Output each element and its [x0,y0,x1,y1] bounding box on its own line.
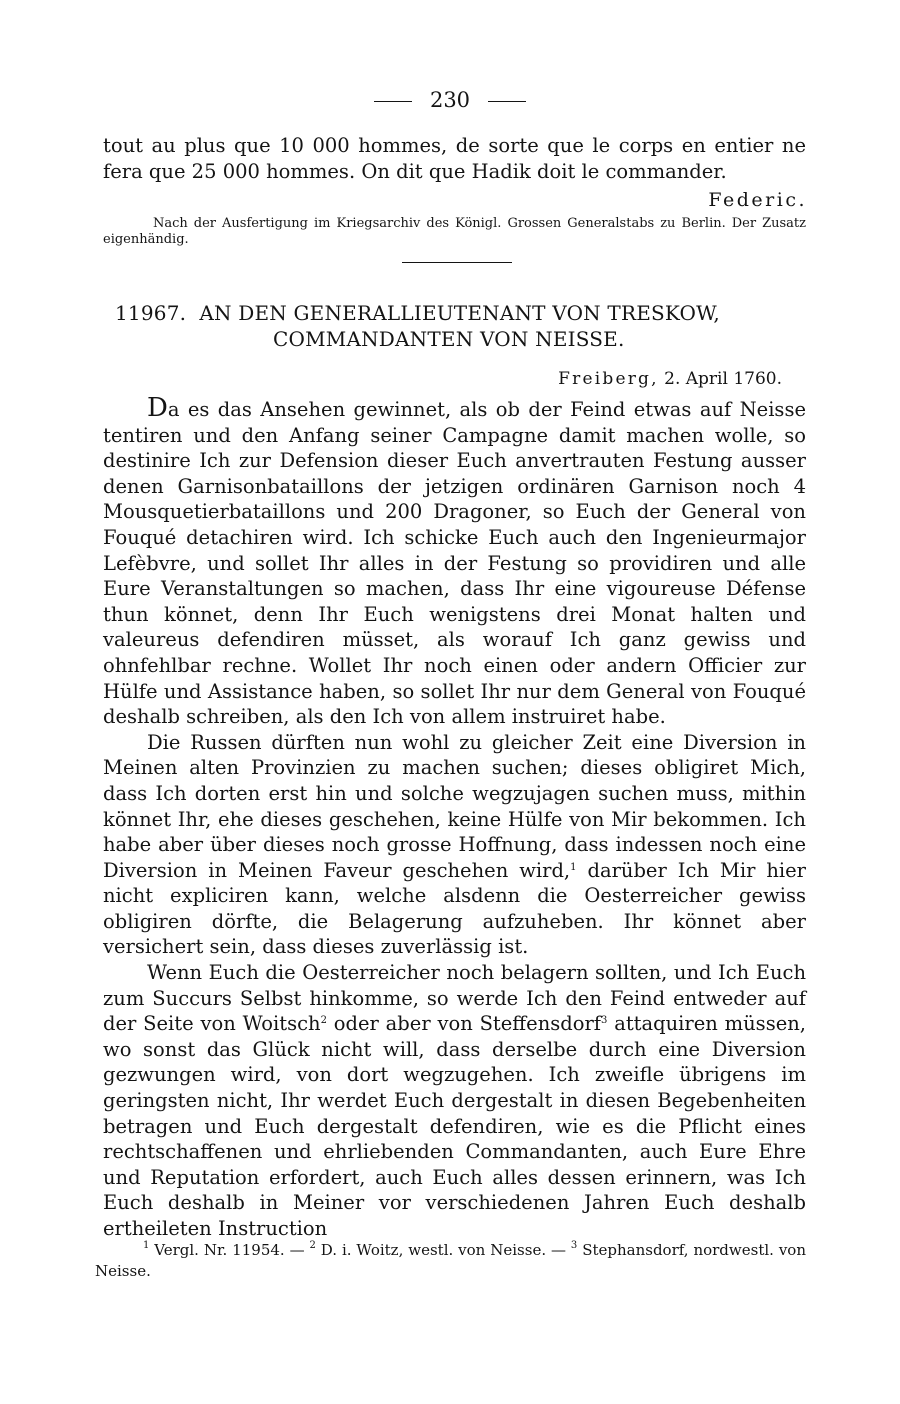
body-paragraph-3-part-b: oder aber von Steffensdorf [326,1012,602,1036]
initial-letter: D [147,393,168,423]
letter-heading-line1 [103,300,806,326]
continuation-paragraph: tout au plus que 10 000 hommes, de sorte que le corps en entier ne fera que 25 000 hommes. On dit que Hadik doit le commander. [103,134,806,183]
signature: Federic. [708,189,807,211]
footnote-1: Vergl. Nr. 11954. — [149,1241,310,1259]
footnote-2: D. i. Woitz, westl. von Neisse. — [315,1241,571,1259]
letter-date: 2. April 1760. [664,369,782,389]
footnote-ref-3: 3 [601,1015,608,1027]
letter-body [103,393,807,1242]
letter-number: 11967. [115,301,187,325]
continuation-text [103,133,806,184]
page-header [0,88,900,112]
header-dash-left [374,101,412,102]
place-date [558,368,782,390]
source-note: Nach der Ausfertigung im Kriegsarchiv des Königl. Grossen Generalstabs zu Berlin. Der Zusatz eigenhändig. [103,216,806,247]
footnote-ref-2: 2 [320,1015,327,1027]
body-paragraph-2-part-b: darüber Ich Mir hier nicht expliciren kann, welche alsdenn die Oesterreicher gewiss obligiren dörfte, die Belagerung aufzuheben. Ihr könnet aber versichert sein, dass dieses zuverlässig ist. [103,858,807,959]
letter-title-line1: AN DEN GENERALLIEUTENANT VON TRESKOW, [199,301,720,325]
footnote-mark-3: 3 [570,1240,578,1251]
footnote-mark-1: 1 [143,1240,150,1251]
footnote-mark-2: 2 [309,1240,316,1251]
letter-title-line2: COMMANDANTEN VON NEISSE. [273,327,625,351]
body-paragraph-2-part-a: Die Russen dürften nun wohl zu gleicher Zeit eine Diversion in Meinen alten Provinzien zu machen suchen; dieses obligiret Mich, dass Ich dorten erst hin und solche wegzujagen suchen muss, mithin könnet Ihr, ehe dieses geschehen, keine Hülfe von Mir bekommen. Ich habe aber über dieses noch grosse Hoffnung, dass indessen noch eine Diversion in Meinen Faveur geschehen wird, [103,730,806,882]
body-paragraph-3-part-c: attaquiren müssen, wo sonst das Glück nicht will, dass derselbe durch eine Diversion gezwungen wird, von dort wegzugehen. Ich zweifle übrigens im geringsten nicht, Ihr werdet Euch dergestalt in diesen Begebenheiten betragen und Euch dergestalt defendiren, wie es die Pflicht eines rechtschaffenen und ehrliebenden Commandanten, auch Eure Ehre und Reputation erfordert, auch Euch alles dessen erinnern, was Ich Euch deshalb in Meiner vor verschiedenen Jahren Euch deshalb ertheileten Instruction [103,1012,806,1240]
body-paragraph-3 [103,960,806,1242]
letter-heading [103,300,806,352]
body-paragraph-3-part-a: Wenn Euch die Oesterreicher noch belagern sollten, und Ich Euch zum Succurs Selbst hinkomme, so werde Ich den Feind entweder auf der Seite von Woitsch [103,961,806,1036]
letter-place: Freiberg, [558,369,659,389]
footnotes [95,1240,806,1282]
body-paragraph-2 [103,730,806,960]
body-paragraph-1-text: a es das Ansehen gewinnet, als ob der Feind etwas auf Neisse tentiren und den Anfang seiner Campagne damit machen wolle, so destinire Ich zur Defension dieser Euch anvertrauten Festung ausser denen Garnisonbataillons der jetzigen ordinären Garnison noch 4 Mousquetierbataillons und 200 Dragoner, so Euch der General von Fouqué detachiren wird. Ich schicke Euch auch den Ingenieurmajor Lefèbvre, und sollet Ihr alles in der Festung so providiren und alle Eure Veranstaltungen so machen, dass Ihr eine vigoureuse Défense thun könnet, denn Ihr Euch wenigstens drei Monat halten und valeureus defendiren müsset, als worauf Ich ganz gewiss und ohnfehlbar rechne. Wollet Ihr noch einen oder andern Officier zur Hülfe und Assistance haben, so sollet Ihr nur dem General von Fouqué deshalb schreiben, als den Ich von allem instruiret habe. [103,398,806,729]
header-dash-right [488,101,526,102]
body-paragraph-1 [103,393,806,730]
section-divider [402,262,512,263]
page-number: 230 [429,88,471,112]
footnote-ref-1: 1 [570,861,577,873]
footnote-3: Stephansdorf, nordwestl. von Neisse. [95,1241,806,1280]
